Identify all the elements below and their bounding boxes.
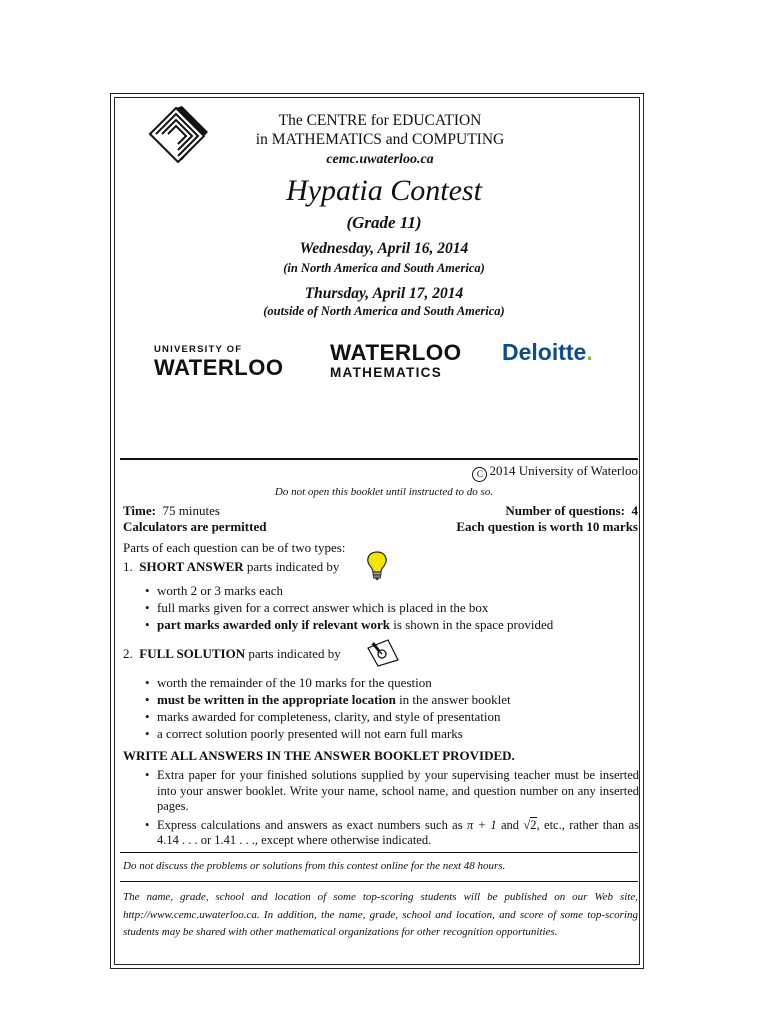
write-all-heading: WRITE ALL ANSWERS IN THE ANSWER BOOKLET PROVIDED.	[123, 748, 515, 763]
contest-grade: (Grade 11)	[346, 213, 422, 232]
divider-thick	[120, 458, 638, 460]
num-questions	[505, 503, 638, 519]
divider-1	[120, 852, 638, 853]
uw-logo	[154, 344, 283, 381]
do-not-open: Do not open this booklet until instructed to do so.	[274, 486, 494, 498]
num-questions-label: Number of questions:	[505, 503, 625, 518]
divider-2	[120, 881, 638, 882]
full-bullets	[143, 675, 633, 742]
time-label: Time:	[123, 503, 156, 518]
deloitte-logo-dot: .	[586, 339, 593, 365]
express-and: and	[501, 817, 520, 832]
header-line2: in MATHEMATICS and COMPUTING	[255, 131, 505, 148]
full-bullet-3: • marks awarded for completeness, clarity, and style of presentation	[143, 709, 633, 725]
short-bullet-3	[143, 617, 633, 633]
contest-region-1: (in North America and South America)	[283, 261, 485, 275]
pencil-paper-icon	[366, 638, 400, 668]
deloitte-logo-text: Deloitte	[502, 339, 587, 365]
express-a: Express calculations and answers as exact numbers such as	[157, 817, 463, 832]
wm-logo-top: WATERLOO	[330, 340, 462, 365]
short-answer-heading	[123, 559, 339, 575]
time-row	[123, 503, 220, 519]
contest-region-2: (outside of North America and South America)	[263, 304, 505, 318]
header-line1: The CENTRE for EDUCATION	[278, 112, 482, 129]
uw-logo-big: WATERLOO	[154, 355, 284, 380]
express-b: , etc., rather than as 4.14 . . . or 1.41 . . ., except where otherwise indicated.	[157, 817, 639, 847]
no-discuss-note: Do not discuss the problems or solutions from this contest online for the next 48 hours.	[123, 860, 506, 872]
full-solution-heading	[123, 646, 341, 662]
num-questions-value: 4	[631, 503, 638, 518]
uw-logo-small: UNIVERSITY OF	[154, 344, 243, 355]
full-bullet-1: • worth the remainder of the 10 marks for the question	[143, 675, 633, 691]
short-bullet-2: • full marks given for a correct answer which is placed in the box	[143, 600, 633, 616]
short-suffix: parts indicated by	[246, 559, 340, 574]
header-url[interactable]: cemc.uwaterloo.ca	[326, 152, 434, 167]
deloitte-logo	[502, 339, 593, 366]
full-bullet-4: • a correct solution poorly presented will not earn full marks	[143, 726, 633, 742]
lightbulb-icon	[366, 550, 388, 582]
wm-logo-bottom: MATHEMATICS	[330, 365, 443, 380]
each-worth: Each question is worth 10 marks	[456, 519, 638, 534]
short-label: SHORT ANSWER	[139, 559, 244, 574]
express-sqrt: 2	[530, 817, 537, 832]
copyright-icon: C	[472, 467, 487, 482]
copyright	[472, 463, 638, 482]
full-suffix: parts indicated by	[248, 646, 341, 661]
full-num: 2.	[123, 646, 133, 661]
short-bullet-3-bold: part marks awarded only if relevant work	[157, 617, 391, 632]
copyright-text: 2014 University of Waterloo	[489, 463, 638, 478]
full-bullet-2	[143, 692, 633, 708]
wm-logo	[330, 341, 462, 381]
extra-paper-note: • Extra paper for your finished solutions supplied by your supervising teacher must be inserted into your answer booklet. Write your name, school name, and question number on any inserted pages.	[143, 768, 639, 815]
instructions-bullets	[143, 768, 639, 849]
short-bullet-1: • worth 2 or 3 marks each	[143, 583, 633, 599]
parts-intro: Parts of each question can be of two types:	[123, 540, 346, 555]
time-value: 75 minutes	[162, 503, 220, 518]
short-bullets	[143, 583, 633, 633]
express-note	[143, 818, 639, 849]
calculators-note: Calculators are permitted	[123, 519, 267, 534]
short-bullet-3-rest: is shown in the space provided	[393, 617, 554, 632]
full-bullet-2-rest: in the answer booklet	[399, 692, 511, 707]
full-label: FULL SOLUTION	[139, 646, 246, 661]
publish-note: The name, grade, school and location of some top-scoring students will be published on our Web site, http://www.cemc.uwaterloo.ca. In addition, the name, grade, school and location, and score of some top-scoring students may be shared with other mathematical organizations for other recognition opportunities.	[123, 891, 638, 938]
sqrt-symbol-icon: √	[523, 817, 531, 832]
contest-date-2: Thursday, April 17, 2014	[304, 285, 464, 302]
full-bullet-2-bold: must be written in the appropriate location	[157, 692, 396, 707]
short-num: 1.	[123, 559, 133, 574]
contest-date-1: Wednesday, April 16, 2014	[299, 240, 469, 257]
express-pi: π + 1	[466, 817, 497, 832]
contest-title: Hypatia Contest	[286, 174, 482, 207]
